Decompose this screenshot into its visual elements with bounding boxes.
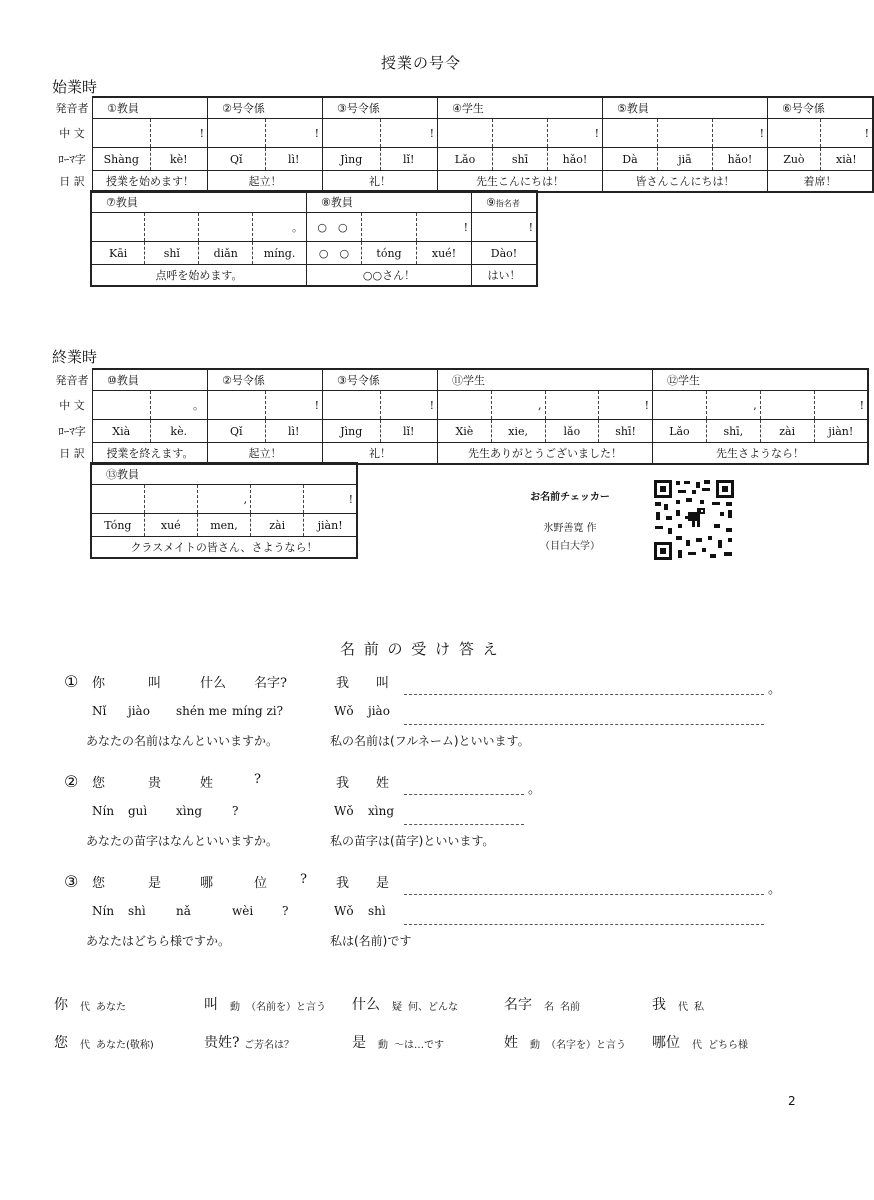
- glossary-meaning: （名前を）と言う: [246, 1002, 326, 1013]
- start-wrap-row-3: [91, 265, 537, 287]
- speaker-cell: [93, 369, 208, 391]
- hanzi-cell: [768, 119, 821, 148]
- glossary-word: 我: [652, 997, 666, 1013]
- hanzi-cell: !: [814, 391, 868, 420]
- hanzi-cell: 。: [150, 391, 208, 420]
- speaker-cell: [307, 191, 472, 213]
- romaji-cell: hǎo!: [713, 148, 768, 171]
- hanzi-cell: [251, 485, 304, 514]
- speaker-cell: [653, 369, 869, 391]
- glossary-word: 叫: [204, 997, 218, 1013]
- romaji-cell: Qǐ: [208, 148, 266, 171]
- start-wrap-row-2: [91, 242, 537, 265]
- hanzi-cell: [323, 119, 381, 148]
- hanzi-cell: !: [472, 213, 538, 242]
- question-pinyin: xìng: [176, 804, 203, 818]
- hanzi-cell: [545, 391, 599, 420]
- question-pinyin: míng zi?: [232, 704, 284, 718]
- end-wrap-row-0: [91, 463, 357, 485]
- translation-cell: 皆さんこんにちは！: [603, 171, 768, 193]
- romaji-cell: Jìng: [323, 420, 381, 443]
- question-pinyin: jiào: [128, 704, 150, 718]
- glossary-word: 哪位: [652, 1035, 680, 1051]
- speaker-label: ④学生: [452, 102, 484, 115]
- speaker-label: ⑩教員: [107, 374, 139, 387]
- glossary-meaning: 〜は…です: [394, 1040, 444, 1051]
- glossary-pos: 動: [378, 1040, 388, 1051]
- answer-blank-line[interactable]: [404, 824, 524, 825]
- end-wrap-row-2: [91, 514, 357, 537]
- question-hanzi: 哪: [200, 876, 214, 891]
- glossary-meaning: どちら様: [708, 1040, 748, 1051]
- romaji-cell: xué: [144, 514, 197, 537]
- answer-blank-line[interactable]: [404, 894, 764, 895]
- answer-hanzi: 我: [336, 776, 350, 791]
- speaker-label: ②号令係: [222, 102, 265, 115]
- question-pinyin: Nǐ: [92, 704, 107, 718]
- speaker-cell: [768, 97, 874, 119]
- hanzi-cell: [91, 213, 145, 242]
- speaker-sub: 指名者: [495, 198, 520, 208]
- speaker-cell: [323, 369, 438, 391]
- romaji-cell: kè!: [150, 148, 208, 171]
- speaker-cell: [208, 369, 323, 391]
- hanzi-cell: [658, 119, 713, 148]
- speaker-cell: [91, 463, 357, 485]
- translation-cell: 起立！: [208, 443, 323, 465]
- translation-cell: 先生ありがとうございました！: [438, 443, 653, 465]
- question-pinyin: Nín: [92, 804, 115, 818]
- translation-cell: 点呼を始めます。: [91, 265, 307, 287]
- name-checker: [520, 488, 620, 552]
- row-label: 発音者: [55, 101, 89, 115]
- answer-blank-line[interactable]: [404, 724, 764, 725]
- hanzi-cell: [653, 391, 707, 420]
- row-label: 日 訳: [59, 175, 85, 189]
- question-hanzi: 是: [148, 876, 162, 891]
- answer-hanzi: 我: [336, 676, 350, 691]
- romaji-cell: zài: [760, 420, 814, 443]
- speaker-cell: [603, 97, 768, 119]
- translation-cell: 起立！: [208, 171, 323, 193]
- question-hanzi: 你: [92, 676, 106, 691]
- answer-japanese: 私の名前は(フルネーム)といいます。: [330, 734, 530, 748]
- hanzi-cell: [93, 391, 151, 420]
- speaker-label: ⑨: [486, 195, 496, 209]
- glossary-meaning: 名前: [560, 1002, 580, 1013]
- answer-japanese: 私は(名前)です: [330, 934, 412, 948]
- translation-cell: 先生こんにちは！: [438, 171, 603, 193]
- hanzi-cell: [493, 119, 548, 148]
- start-wrap-grid: [52, 96, 874, 193]
- romaji-cell: Qǐ: [208, 420, 266, 443]
- question-pinyin: shì: [128, 904, 146, 918]
- glossary-pos: 代: [692, 1040, 702, 1051]
- answer-japanese: 私の苗字は(苗字)といいます。: [330, 834, 495, 848]
- glossary-meaning: 何、どんな: [408, 1002, 458, 1013]
- hanzi-cell: ,: [197, 485, 250, 514]
- romaji-cell: xià!: [820, 148, 873, 171]
- question-hanzi: 您: [92, 776, 106, 791]
- hanzi-cell: [323, 391, 381, 420]
- answer-blank-line[interactable]: [404, 924, 764, 925]
- answer-pinyin: Wǒ: [334, 904, 354, 918]
- romaji-cell: Xià: [93, 420, 151, 443]
- start-wrap-row-2: [52, 148, 873, 171]
- glossary-word: 名字: [504, 997, 532, 1013]
- romaji-cell: men,: [197, 514, 250, 537]
- glossary-word: 是: [352, 1035, 366, 1051]
- hanzi-cell: !: [820, 119, 873, 148]
- romaji-cell: lì!: [265, 148, 323, 171]
- romaji-cell: xué!: [417, 242, 472, 265]
- romaji-cell: jiàn!: [304, 514, 357, 537]
- translation-cell: 礼！: [323, 443, 438, 465]
- answer-blank-line[interactable]: [404, 794, 524, 795]
- translation-cell: 礼！: [323, 171, 438, 193]
- translation-cell: 授業を始めます！: [93, 171, 208, 193]
- qr-code-icon[interactable]: [652, 478, 736, 562]
- glossary-pos: 代: [678, 1002, 688, 1013]
- speaker-label: ⑧教員: [321, 196, 353, 209]
- answer-hanzi: 我: [336, 876, 350, 891]
- hanzi-cell: [93, 119, 151, 148]
- speaker-cell: [438, 369, 653, 391]
- glossary-word: 什么: [352, 997, 380, 1013]
- speaker-cell: [208, 97, 323, 119]
- glossary-meaning: ご芳名は？: [244, 1040, 294, 1051]
- answer-pinyin: Wǒ: [334, 704, 354, 718]
- hanzi-cell: !: [417, 213, 472, 242]
- glossary-meaning: あなた: [96, 1002, 126, 1013]
- hanzi-cell: !: [548, 119, 603, 148]
- question-japanese: あなたはどちら様ですか。: [86, 934, 231, 948]
- hanzi-cell: !: [265, 391, 323, 420]
- question-hanzi: 名字?: [254, 676, 287, 691]
- start-wrap-grid: [90, 190, 538, 287]
- speaker-label: ⑬教員: [106, 468, 139, 481]
- row-label: 発音者: [55, 373, 89, 387]
- romaji-cell: diǎn: [199, 242, 253, 265]
- qa-number: ③: [64, 872, 79, 891]
- romaji-cell: Lǎo: [438, 148, 493, 171]
- speaker-cell: [93, 97, 208, 119]
- qa-number: ②: [64, 772, 79, 791]
- romaji-cell: Dào!: [472, 242, 538, 265]
- glossary-pos: 動: [230, 1002, 240, 1013]
- hanzi-cell: [91, 485, 144, 514]
- hanzi-cell: !: [380, 119, 438, 148]
- question-pinyin: Nín: [92, 904, 115, 918]
- speaker-label: ②号令係: [222, 374, 265, 387]
- start-heading: 始業時: [52, 78, 98, 96]
- romaji-cell: zài: [251, 514, 304, 537]
- romaji-cell: Zuò: [768, 148, 821, 171]
- answer-end: 。: [768, 882, 782, 897]
- romaji-cell: tóng: [362, 242, 417, 265]
- speaker-cell: [91, 191, 307, 213]
- romaji-cell: lǐ!: [380, 148, 438, 171]
- hanzi-cell: [362, 213, 417, 242]
- end-wrap-row-1: [91, 485, 357, 514]
- romaji-cell: shī: [493, 148, 548, 171]
- translation-cell: 先生さようなら！: [653, 443, 869, 465]
- romaji-cell: Jìng: [323, 148, 381, 171]
- question-hanzi: 贵: [148, 776, 162, 791]
- romaji-cell: Shàng: [93, 148, 151, 171]
- answer-hanzi: 叫: [376, 676, 390, 691]
- romaji-cell: lǐ!: [380, 420, 438, 443]
- hanzi-cell: !: [380, 391, 438, 420]
- checker-affiliation: （目白大学）: [540, 541, 600, 552]
- row-label: ﾛｰﾏ字: [58, 153, 86, 166]
- row-label: ﾛｰﾏ字: [58, 425, 86, 438]
- hanzi-cell: [199, 213, 253, 242]
- answer-blank-line[interactable]: [404, 694, 764, 695]
- start-wrap-row-1: [91, 213, 537, 242]
- page-title: 授業の号令: [381, 54, 462, 72]
- translation-cell: ○○さん！: [307, 265, 472, 287]
- question-hanzi: 位: [254, 876, 268, 891]
- hanzi-cell: !: [265, 119, 323, 148]
- question-pinyin: wèi: [232, 904, 254, 918]
- row-label: 日 訳: [59, 447, 85, 461]
- glossary-meaning: 私: [694, 1002, 704, 1013]
- start-wrap-row-0: [91, 191, 537, 213]
- question-japanese: あなたの名前はなんといいますか。: [86, 734, 279, 748]
- hanzi-cell: !: [150, 119, 208, 148]
- question-pinyin: nǎ: [176, 904, 191, 918]
- romaji-cell: kè.: [150, 420, 208, 443]
- page-number: 2: [788, 1094, 796, 1108]
- speaker-cell: [438, 97, 603, 119]
- glossary-meaning: （名字を）と言う: [546, 1040, 626, 1051]
- speaker-label: ⑪学生: [452, 374, 485, 387]
- end-wrap-row-1: [52, 391, 868, 420]
- romaji-cell: shī!: [599, 420, 653, 443]
- qa-number: ①: [64, 672, 79, 691]
- speaker-label: ⑥号令係: [782, 102, 825, 115]
- hanzi-cell: [760, 391, 814, 420]
- hanzi-cell: !: [304, 485, 357, 514]
- romaji-cell: Tóng: [91, 514, 144, 537]
- speaker-label: ①教員: [107, 102, 139, 115]
- hanzi-cell: ,: [491, 391, 545, 420]
- end-heading: 終業時: [52, 348, 98, 366]
- glossary-meaning: あなた(敬称): [96, 1040, 154, 1051]
- hanzi-cell: !: [713, 119, 768, 148]
- start-wrap-row-1: [52, 119, 873, 148]
- romaji-cell: lǎo: [545, 420, 599, 443]
- hanzi-cell: 。: [253, 213, 307, 242]
- speaker-label: ⑤教員: [617, 102, 649, 115]
- hanzi-cell: [145, 213, 199, 242]
- hanzi-cell: [438, 119, 493, 148]
- romaji-cell: shī,: [706, 420, 760, 443]
- end-wrap-row-2: [52, 420, 868, 443]
- romaji-cell: míng.: [253, 242, 307, 265]
- answer-pinyin: shì: [368, 904, 386, 918]
- question-hanzi: 叫: [148, 676, 162, 691]
- answer-pinyin: jiào: [368, 704, 390, 718]
- romaji-cell: Dà: [603, 148, 658, 171]
- hanzi-cell: [603, 119, 658, 148]
- glossary-pos: 動: [530, 1040, 540, 1051]
- glossary-word: 您: [54, 1035, 68, 1051]
- question-hanzi: ?: [300, 872, 307, 887]
- question-hanzi: ?: [254, 772, 261, 787]
- answer-end: 。: [768, 682, 782, 697]
- romaji-cell: hǎo!: [548, 148, 603, 171]
- hanzi-cell: ○ ○: [307, 213, 362, 242]
- speaker-label: ⑦教員: [106, 196, 138, 209]
- speaker-label: ③号令係: [337, 374, 380, 387]
- row-label: 中 文: [59, 399, 85, 412]
- answer-end: 。: [528, 782, 542, 797]
- hanzi-cell: [208, 391, 266, 420]
- romaji-cell: shǐ: [145, 242, 199, 265]
- romaji-cell: Xiè: [438, 420, 492, 443]
- answer-hanzi: 是: [376, 876, 390, 891]
- question-japanese: あなたの苗字はなんといいますか。: [86, 834, 279, 848]
- end-wrap-row-3: [91, 537, 357, 559]
- checker-title: お名前チェッカー: [530, 492, 610, 503]
- translation-cell: はい！: [472, 265, 538, 287]
- hanzi-cell: [208, 119, 266, 148]
- glossary-word: 贵姓?: [204, 1035, 240, 1051]
- question-pinyin: ?: [232, 804, 239, 818]
- translation-cell: 授業を終えます。: [93, 443, 208, 465]
- romaji-cell: Kāi: [91, 242, 145, 265]
- speaker-label: ⑫学生: [667, 374, 700, 387]
- start-wrap-row-3: [52, 171, 873, 193]
- question-hanzi: 您: [92, 876, 106, 891]
- romaji-cell: xie,: [491, 420, 545, 443]
- answer-pinyin: xìng: [368, 804, 395, 818]
- hanzi-cell: ,: [706, 391, 760, 420]
- question-hanzi: 姓: [200, 776, 214, 791]
- answer-pinyin: Wǒ: [334, 804, 354, 818]
- romaji-cell: lì!: [265, 420, 323, 443]
- romaji-cell: jiā: [658, 148, 713, 171]
- romaji-cell: Lǎo: [653, 420, 707, 443]
- glossary-pos: 疑: [392, 1002, 402, 1013]
- glossary-word: 姓: [504, 1035, 518, 1051]
- row-label: 中 文: [59, 127, 85, 140]
- translation-cell: クラスメイトの皆さん、さようなら！: [91, 537, 357, 559]
- qa-heading: 名 前 の 受 け 答 え: [340, 640, 500, 658]
- speaker-cell: [323, 97, 438, 119]
- glossary-word: 你: [54, 997, 68, 1013]
- speaker-cell: [472, 191, 538, 213]
- start-wrap-row-0: [52, 97, 873, 119]
- hanzi-cell: [144, 485, 197, 514]
- end-wrap-grid: [90, 462, 358, 559]
- hanzi-cell: [438, 391, 492, 420]
- romaji-cell: ○ ○: [307, 242, 362, 265]
- romaji-cell: jiàn!: [814, 420, 868, 443]
- end-wrap-row-3: [52, 443, 868, 465]
- question-pinyin: guì: [128, 804, 148, 818]
- question-pinyin: shén me: [176, 704, 228, 718]
- glossary-pos: 名: [544, 1002, 554, 1013]
- speaker-label: ③号令係: [337, 102, 380, 115]
- end-wrap-row-0: [52, 369, 868, 391]
- glossary-pos: 代: [80, 1040, 90, 1051]
- translation-cell: 着席！: [768, 171, 874, 193]
- glossary-pos: 代: [80, 1002, 90, 1013]
- answer-hanzi: 姓: [376, 776, 390, 791]
- end-wrap-grid: [52, 368, 869, 465]
- hanzi-cell: !: [599, 391, 653, 420]
- question-hanzi: 什么: [200, 676, 227, 691]
- checker-author: 氷野善寛 作: [543, 523, 597, 534]
- question-pinyin: ?: [282, 904, 289, 918]
